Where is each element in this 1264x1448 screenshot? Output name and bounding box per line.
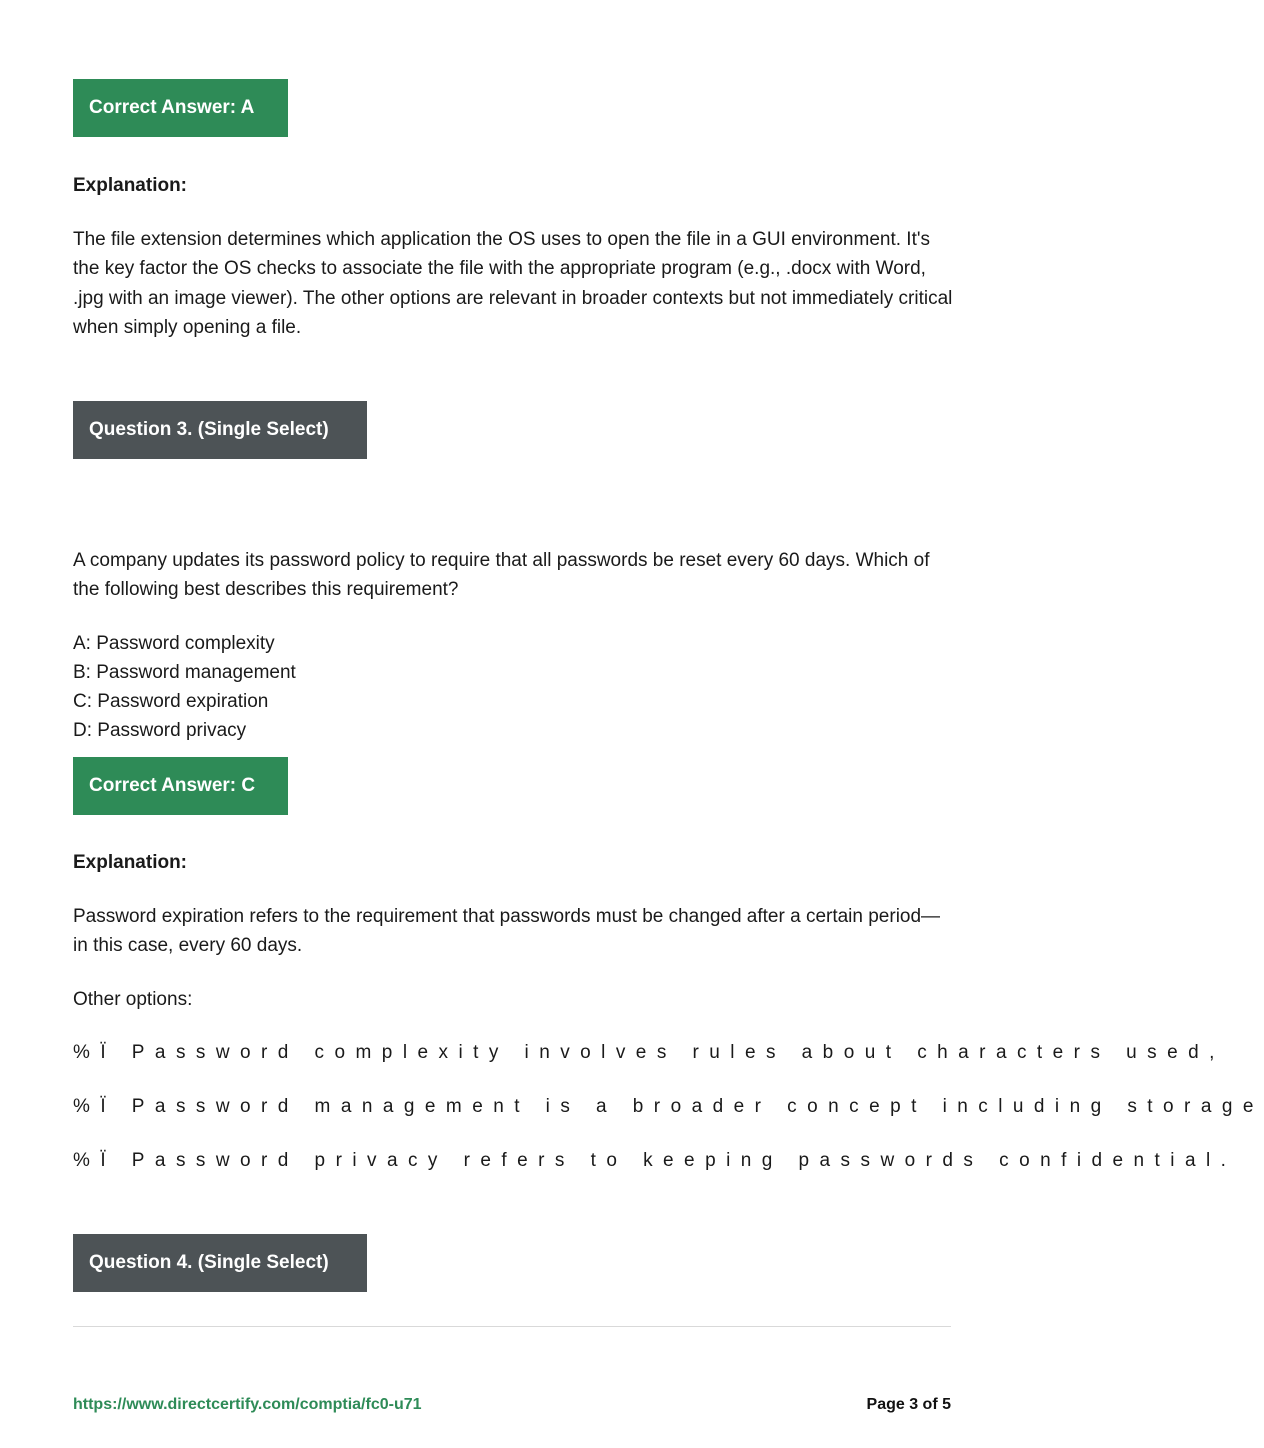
explanation-text-q2: The file extension determines which application the OS uses to open the file in a GUI environment. It's the key factor the OS checks to associate the file with the appropriate program (e.g., .docx with Word, .jpg with an image viewer). The other options are relevant in broader contexts but not immediately critical when simply opening a file. xyxy=(73,229,953,338)
other-option-bullet: %Ï Password complexity involves rules about characters used, xyxy=(73,1042,1225,1063)
other-option-bullet: %Ï Password privacy refers to keeping passwords confidential. xyxy=(73,1150,1237,1171)
question-header-q4 xyxy=(73,1234,367,1292)
question-header-q3 xyxy=(73,401,367,459)
other-option-bullet: %Ï Password management is a broader concept including storage xyxy=(73,1096,1264,1117)
explanation-heading-q2: Explanation: xyxy=(73,175,188,196)
option-d: D: Password privacy xyxy=(73,720,247,741)
question-header-label: Question 4. (Single Select) xyxy=(89,1252,329,1273)
correct-answer-label: Correct Answer: A xyxy=(89,97,255,118)
page-number: Page 3 of 5 xyxy=(866,1396,951,1413)
explanation-heading-q3: Explanation: xyxy=(73,852,188,873)
option-a: A: Password complexity xyxy=(73,633,275,654)
correct-answer-label: Correct Answer: C xyxy=(89,775,256,796)
option-c: C: Password expiration xyxy=(73,691,269,712)
explanation-text-q3: Password expiration refers to the requirement that passwords must be changed after a certain period—in this case, every 60 days. xyxy=(73,906,941,957)
footer-divider xyxy=(73,1326,951,1327)
correct-answer-badge-q2 xyxy=(73,79,288,137)
other-options-label: Other options: xyxy=(73,989,193,1010)
option-b: B: Password management xyxy=(73,662,296,683)
footer-url-link[interactable]: https://www.directcertify.com/comptia/fc0-u71 xyxy=(73,1396,422,1413)
question-header-label: Question 3. (Single Select) xyxy=(89,419,329,440)
question-text-q3: A company updates its password policy to require that all passwords be reset every 60 days. Which of the following best describes this requirement? xyxy=(73,550,930,601)
correct-answer-badge-q3 xyxy=(73,757,288,815)
